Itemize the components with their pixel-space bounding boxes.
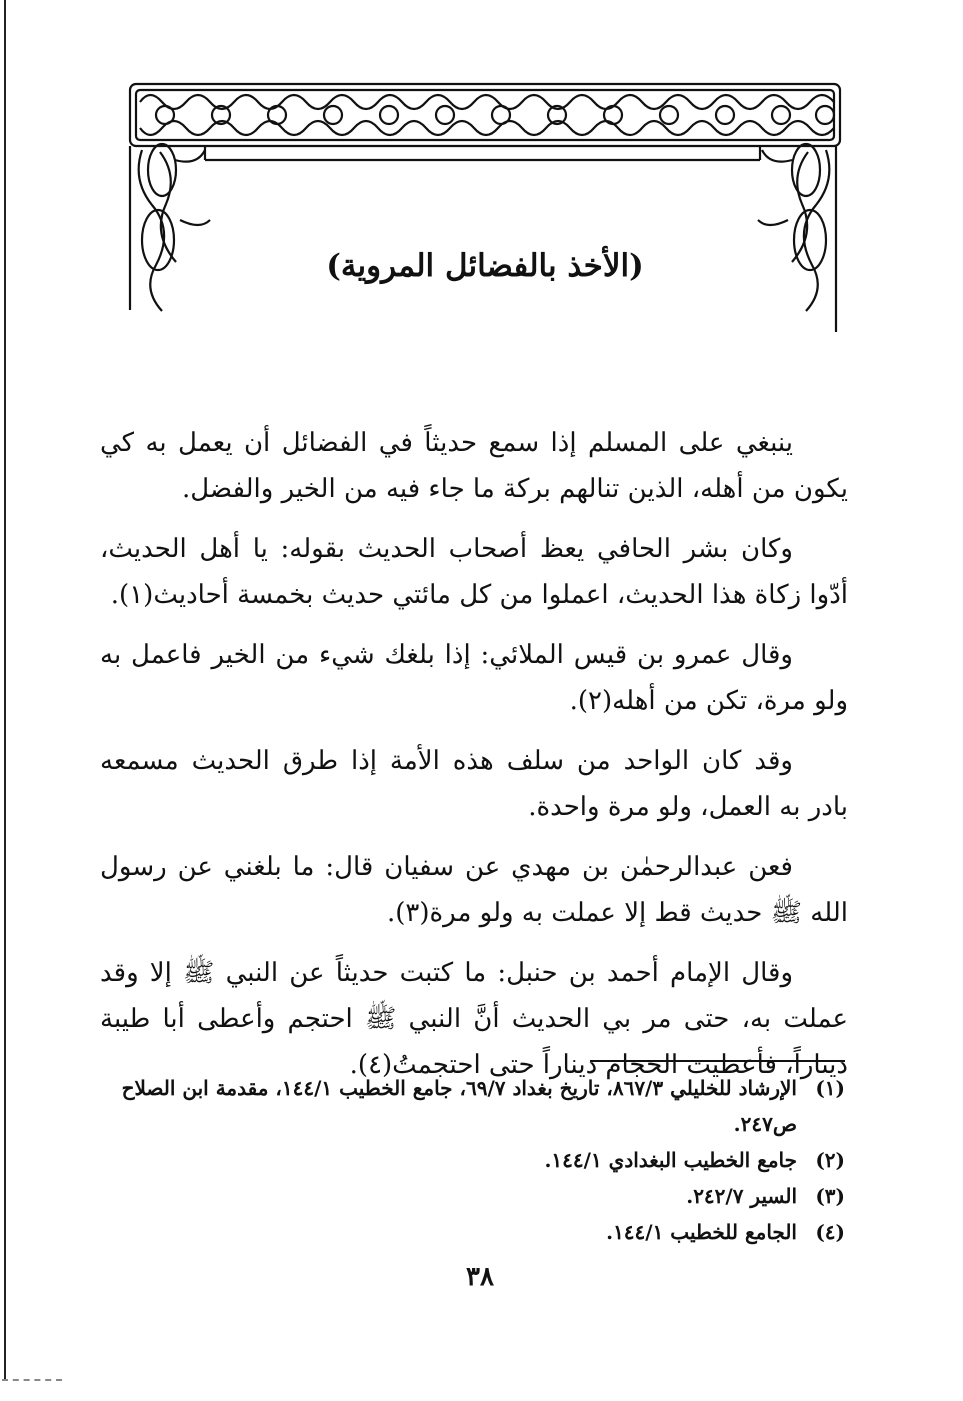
scan-edge-marks [2,1379,62,1381]
footnotes [85,1070,845,1250]
paragraph: وقد كان الواحد من سلف هذه الأمة إذا طرق الحديث مسمعه بادر به العمل، ولو مرة واحدة. [100,746,848,822]
paragraph: ينبغي على المسلم إذا سمع حديثاً في الفضائل أن يعمل به كي يكون من أهله، الذين تنالهم بركة ما جاء فيه من الخير والفضل. [100,428,848,504]
footnote-text: الإرشاد للخليلي ٨٦٧/٣، تاريخ بغداد ٦٩/٧، جامع الخطيب ١٤٤/١، مقدمة ابن الصلاح ص٢٤٧. [121,1076,797,1136]
footnote-text: السير ٢٤٢/٧. [686,1184,797,1208]
main-text [100,420,848,1102]
paragraph: وقال عمرو بن قيس الملائي: إذا بلغك شيء من الخير فاعمل به ولو مرة، تكن من أهله(٢). [100,640,848,716]
footnote-separator [590,1060,845,1062]
paragraph: وكان بشر الحافي يعظ أصحاب الحديث بقوله: يا أهل الحديث، أدّوا زكاة هذا الحديث، اعملوا من كل مائتي حديث بخمسة أحاديث(١). [100,534,848,610]
footnote-number: (٣) [815,1184,845,1208]
footnote-item [85,1142,845,1178]
paragraph: وقال الإمام أحمد بن حنبل: ما كتبت حديثاً عن النبي ﷺ إلا وقد عملت به، حتى مر بي الحديث أنَّ النبي ﷺ احتجم وأعطى أبا طيبة ديناراً، فأعطيت الحجام ديناراً حتى احتجمتُ(٤). [100,958,848,1080]
footnote-text: جامع الخطيب البغدادي ١٤٤/١. [544,1148,797,1172]
footnote-item [85,1070,845,1142]
footnote-number: (٢) [815,1148,845,1172]
page-number: ٣٨ [466,1262,494,1292]
page-edge-rule [4,0,6,1380]
page-title: (الأخذ بالفضائل المروية) [326,248,644,284]
footnote-item [85,1178,845,1214]
ornament-border-icon [120,70,850,340]
ornamental-header-frame [120,70,850,340]
footnote-number: (١) [815,1076,845,1100]
footnote-item [85,1214,845,1250]
footnote-text: الجامع للخطيب ١٤٤/١. [606,1220,797,1244]
paragraph: فعن عبدالرحمٰن بن مهدي عن سفيان قال: ما بلغني عن رسول الله ﷺ حديث قط إلا عملت به ولو مرة(٣). [100,852,848,928]
footnote-number: (٤) [815,1220,845,1244]
